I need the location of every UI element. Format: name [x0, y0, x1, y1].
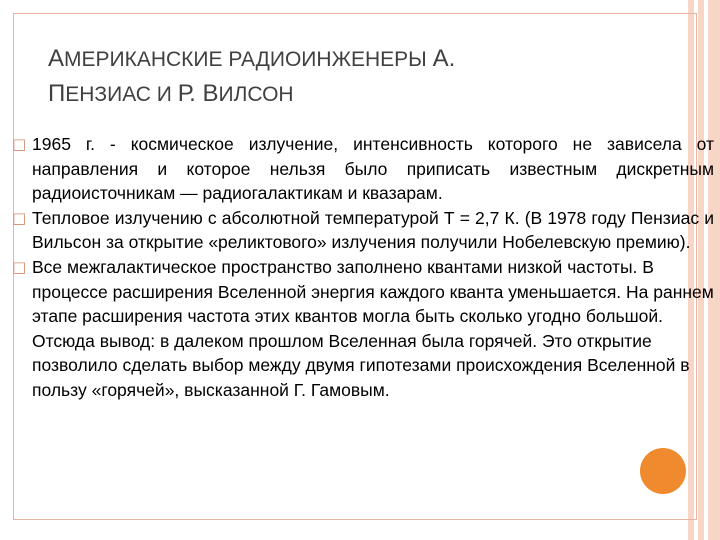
title-part: А: [48, 45, 65, 72]
hollow-square-bullet-icon: □: [12, 208, 27, 227]
bullet-list: [12, 132, 712, 403]
title-part: ИЛСОН: [218, 83, 294, 106]
title-part: МЕРИКАНСКИЕ РАДИОИНЖЕНЕРЫ: [64, 48, 433, 71]
bullet-text: 1965 г. - космическое излучение, интенсивность которого не зависела от направления и которое нельзя было приписать известным дискретным радиоисточникам — радиогалактикам и квазарам.: [32, 134, 714, 204]
hollow-square-bullet-icon: □: [12, 135, 27, 153]
slide-title: [48, 42, 648, 112]
title-part: А.: [432, 45, 456, 72]
hollow-square-bullet-icon: □: [12, 257, 27, 276]
bullet-item: [12, 206, 712, 255]
title-line-2: [48, 77, 648, 112]
decorative-orange-dot: [640, 448, 686, 494]
bullet-item: [12, 255, 712, 403]
bullet-item: [12, 132, 712, 206]
title-part: ЕНЗИАС И: [65, 83, 178, 106]
title-part: П: [48, 80, 66, 107]
title-part: Р. В: [177, 80, 219, 107]
bullet-text: Тепловое излучению с абсолютной температурой Т = 2,7 К. (В 1978 году Пензиас и Вильсон за открытие «реликтового» излучения получили Нобелевскую премию).: [32, 207, 714, 253]
title-line-1: [48, 42, 648, 77]
bullet-text: Все межгалактическое пространство заполнено квантами низкой частоты. В процессе расширения Вселенной энергия каждого кванта уменьшается. На раннем этапе расширения частота этих квантов могла быть сколько угодно большой. Отсюда вывод: в далеком прошлом Вселенная была горячей. Это открытие позволило сделать выбор между двумя гипотезами происхождения Вселенной в пользу «горячей», высказанной Г. Гамовым.: [32, 256, 714, 400]
